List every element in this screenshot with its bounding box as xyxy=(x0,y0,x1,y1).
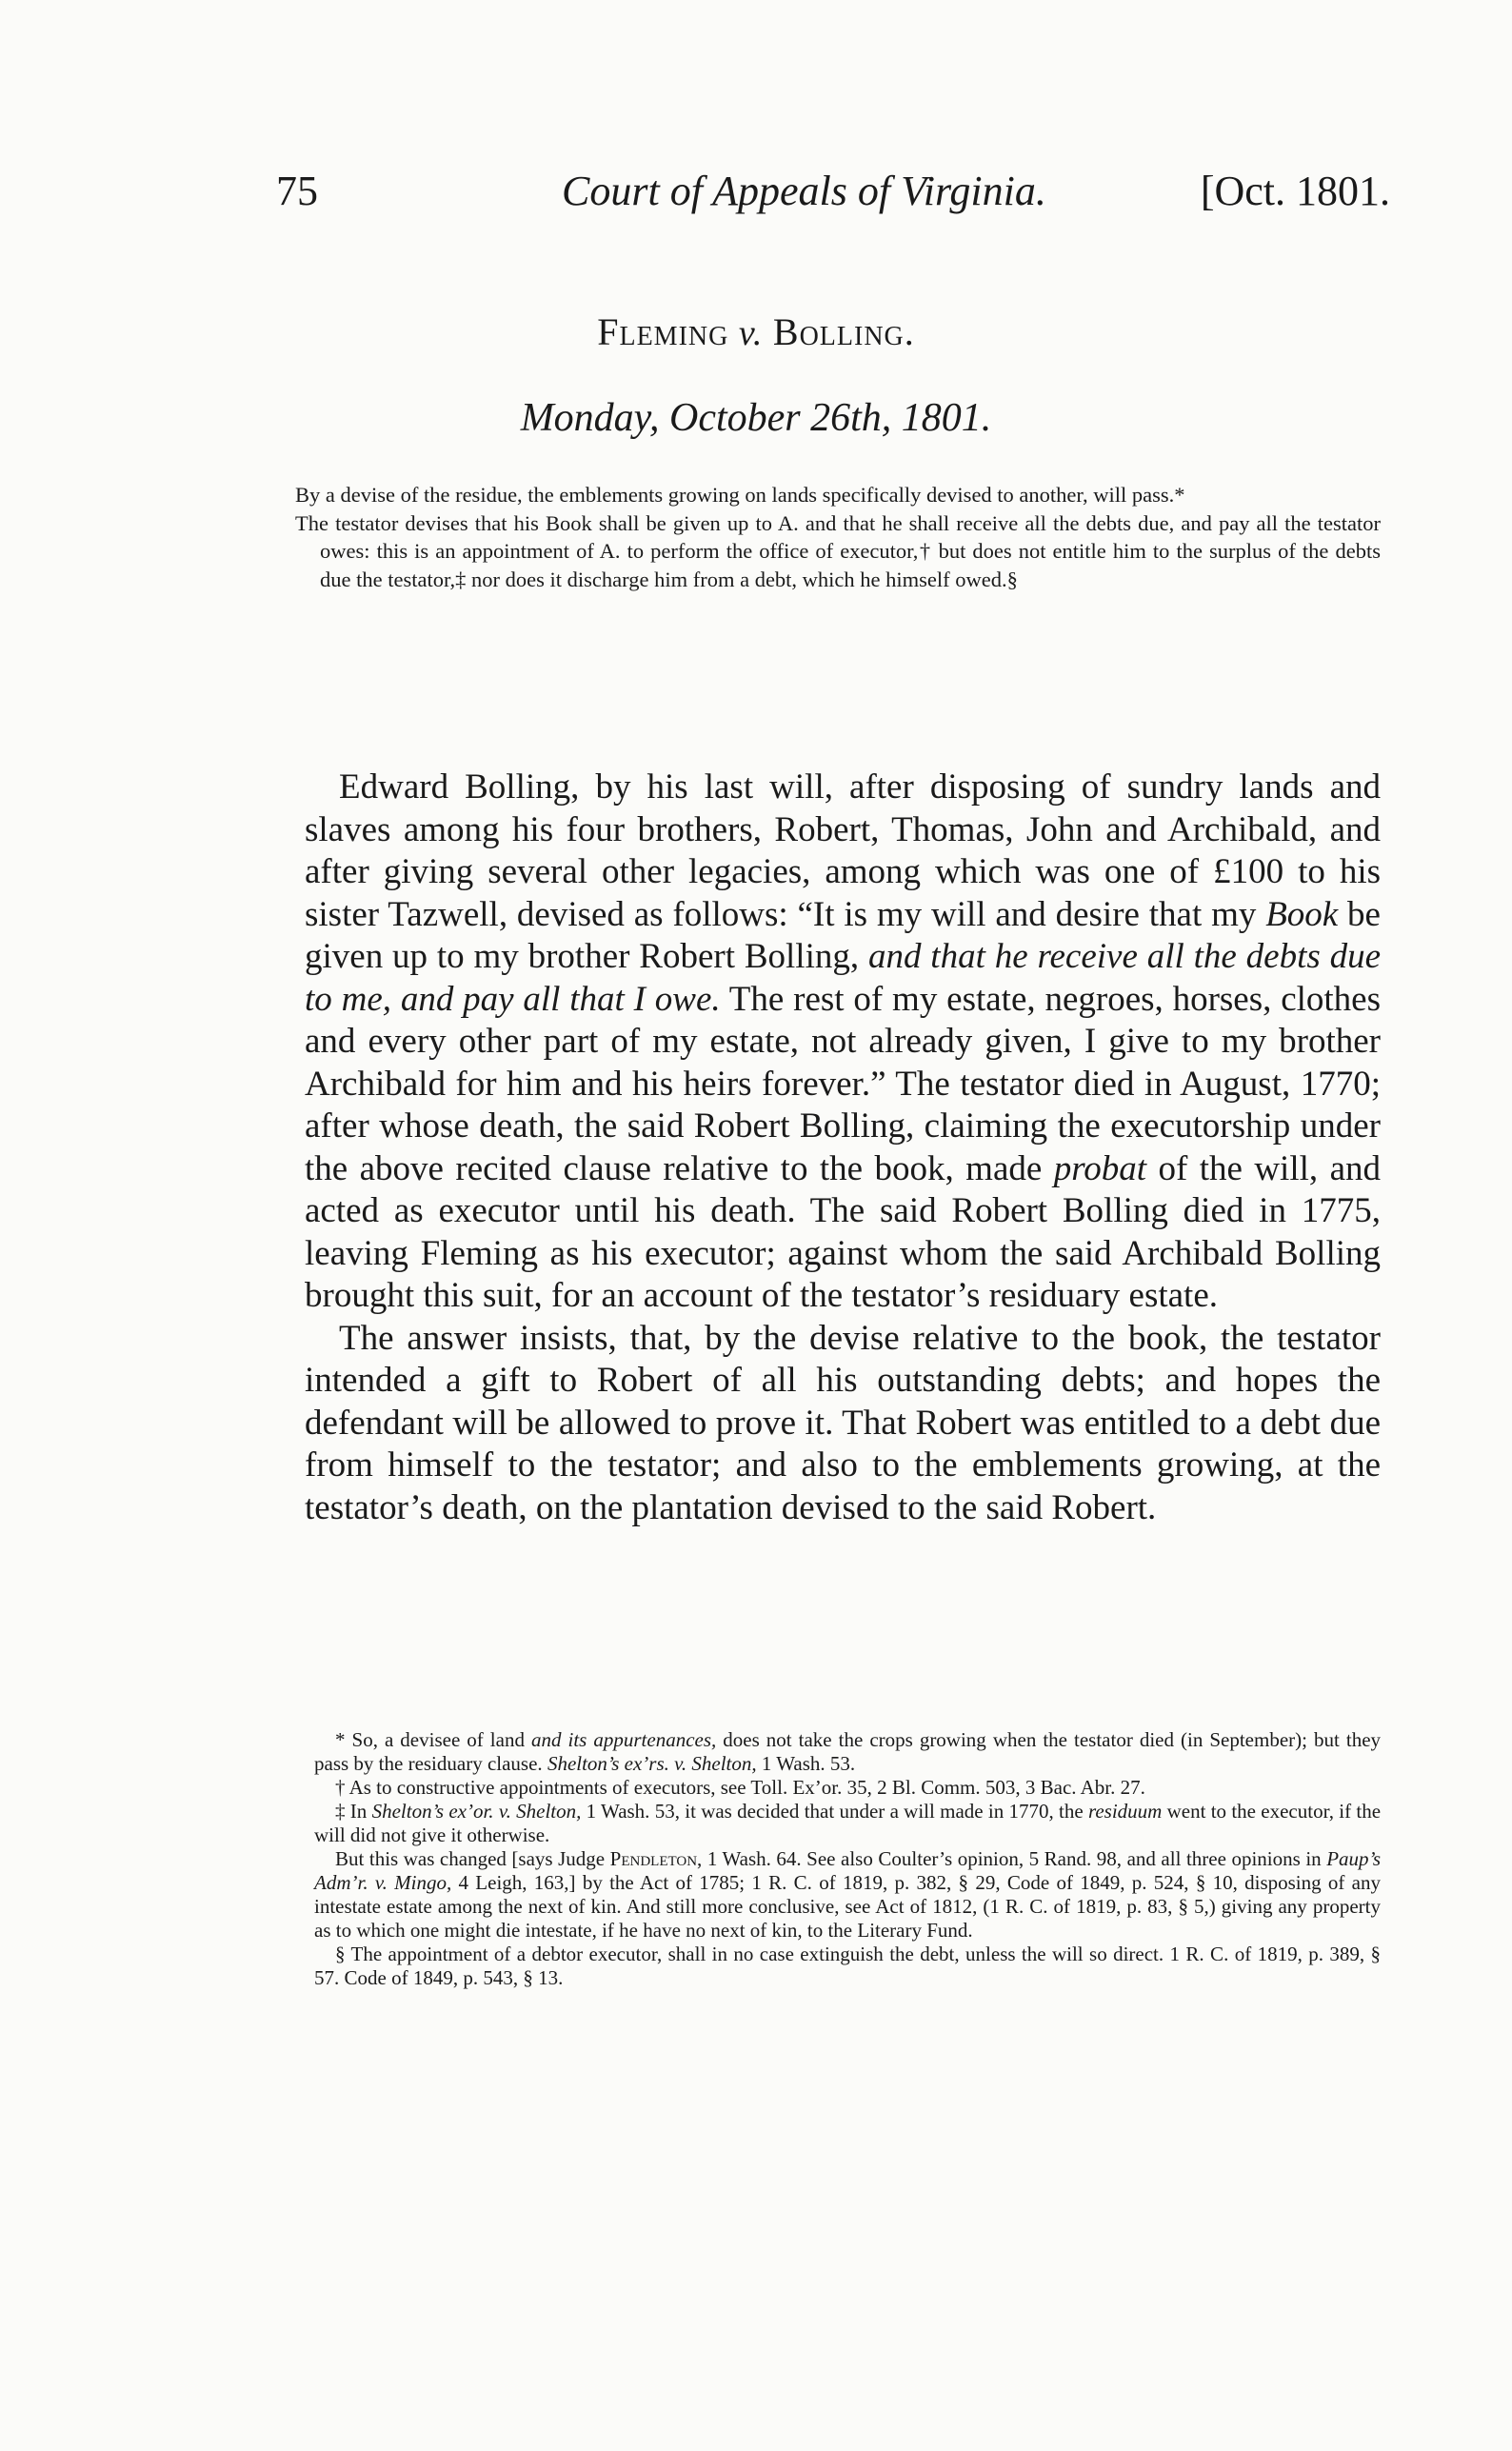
footnote-text: * So, a devisee of land xyxy=(335,1728,531,1751)
running-head-date: [Oct. 1801. xyxy=(1200,168,1390,214)
body-paragraph-2: The answer insists, that, by the devise relative to the book, the testator intended a gift to Robert of all his outstanding debts; and hopes the defendant will be allowed to prove it. That Robert was entitled to a debt due from himself to the testator; and also to the emblements growing, at the testator’s death, on the plantation devised to the said Robert. xyxy=(305,1318,1381,1527)
page-number: 75 xyxy=(276,168,318,214)
body-text-run: be given up to my brother Robert Bolling, xyxy=(305,894,1381,976)
case-date: Monday, October 26th, 1801. xyxy=(520,396,992,440)
footnote-text: ‡ In xyxy=(335,1800,372,1823)
body-paragraph-1 xyxy=(305,767,1381,1318)
footnote-2: † As to constructive appointments of executors, see Toll. Ex’or. 35, 2 Bl. Comm. 503, 3 Bac. Abr. 27. xyxy=(335,1776,1145,1799)
footnote-citation: Shelton’s ex’rs. v. Shelton, xyxy=(547,1752,757,1775)
footnote-1 xyxy=(314,1728,1381,1776)
probat-word: probat xyxy=(1053,1148,1147,1188)
body-text-run: of the will, and acted as executor until his death. The said Robert Bolling died in 1775, leaving Fleming as his executor; against whom the said Archibald Bolling brought this suit, for an account of the testator’s residuary estate. xyxy=(305,1148,1381,1315)
footnote-text: 1 Wash. 53. xyxy=(756,1752,856,1775)
footnote-3 xyxy=(314,1800,1381,1847)
case-title xyxy=(0,309,1512,354)
plaintiff-name: Fleming xyxy=(597,310,729,353)
court-name: Court of Appeals of Virginia. xyxy=(562,168,1046,214)
footnote-4 xyxy=(314,1847,1381,1943)
headnotes xyxy=(295,481,1381,593)
defendant-name: Bolling. xyxy=(772,310,915,353)
footnote-text: 1 Wash. 64. See also Coulter’s opinion, 5 Rand. 98, and all three opinions in xyxy=(702,1847,1327,1870)
footnote-text: 4 Leigh, 163,] by the Act of 1785; 1 R. C. of 1819, p. 382, § 29, Code of 1849, p. 524, § 10, disposing of any intestate estate among the next of kin. And still more conclusive, see Act of 1812, (1 R. C. of 1819, p. 83, § 5,) giving any property as to which one might die intestate, if he have no next of kin, to the Literary Fund. xyxy=(314,1871,1382,1942)
body-text-run: Edward Bolling, by his last will, after disposing of sundry lands and slaves among his four brothers, Robert, Thomas, John and Archibald, and after giving several other legacies, among which was one of £100 to his sister Tazwell, devised as follows: “It is my will and desire that my xyxy=(305,767,1381,934)
headnote-2: The testator devises that his Book shall be given up to A. and that he shall receive all the debts due, and pay all the testator owes: this is an appointment of A. to perform the office of executor,† but does not entitle him to the surplus of the debts due the testator,‡ nor does it discharge him from a debt, which he himself owed.§ xyxy=(295,510,1381,591)
book-word: Book xyxy=(1265,894,1339,934)
footnotes xyxy=(314,1728,1381,1990)
running-head xyxy=(276,167,1390,224)
footnote-5: § The appointment of a debtor executor, shall in no case extinguish the debt, unless the will so direct. 1 R. C. of 1819, p. 389, § 57. Code of 1849, p. 543, § 13. xyxy=(314,1943,1381,1989)
opinion-body xyxy=(305,767,1381,1529)
footnote-citation: Shelton’s ex’or. v. Shelton, xyxy=(371,1800,582,1823)
footnote-text: does not take the crops growing when the testator died (in September); but they pass by the residuary clause. xyxy=(314,1728,1382,1775)
footnote-text: went to the executor, if the will did not give it otherwise. xyxy=(314,1800,1382,1846)
footnote-italic: and its appurtenances, xyxy=(530,1728,717,1751)
footnote-text: But this was changed [says Judge xyxy=(335,1847,610,1870)
quoted-clause: and that he receive all the debts due to me, and pay all that I owe. xyxy=(305,937,1382,1019)
footnote-text: 1 Wash. 53, it was decided that under a will made in 1770, the xyxy=(581,1800,1088,1823)
footnote-citation: Paup’s Adm’r. v. Mingo, xyxy=(314,1847,1381,1894)
versus: v. xyxy=(738,313,764,353)
judge-name: Pendleton, xyxy=(609,1847,703,1870)
body-text-run: The rest of my estate, negroes, horses, clothes and every other part of my estate, not already given, I give to my brother Archibald for him and his heirs forever.” The testator died in August, 1770; after whose death, the said Robert Bolling, claiming the executorship under the above recited clause relative to the book, made xyxy=(305,979,1382,1188)
footnote-italic: residuum xyxy=(1087,1800,1163,1823)
headnote-1: By a devise of the residue, the emblements growing on lands specifically devised to another, will pass.* xyxy=(295,483,1185,507)
